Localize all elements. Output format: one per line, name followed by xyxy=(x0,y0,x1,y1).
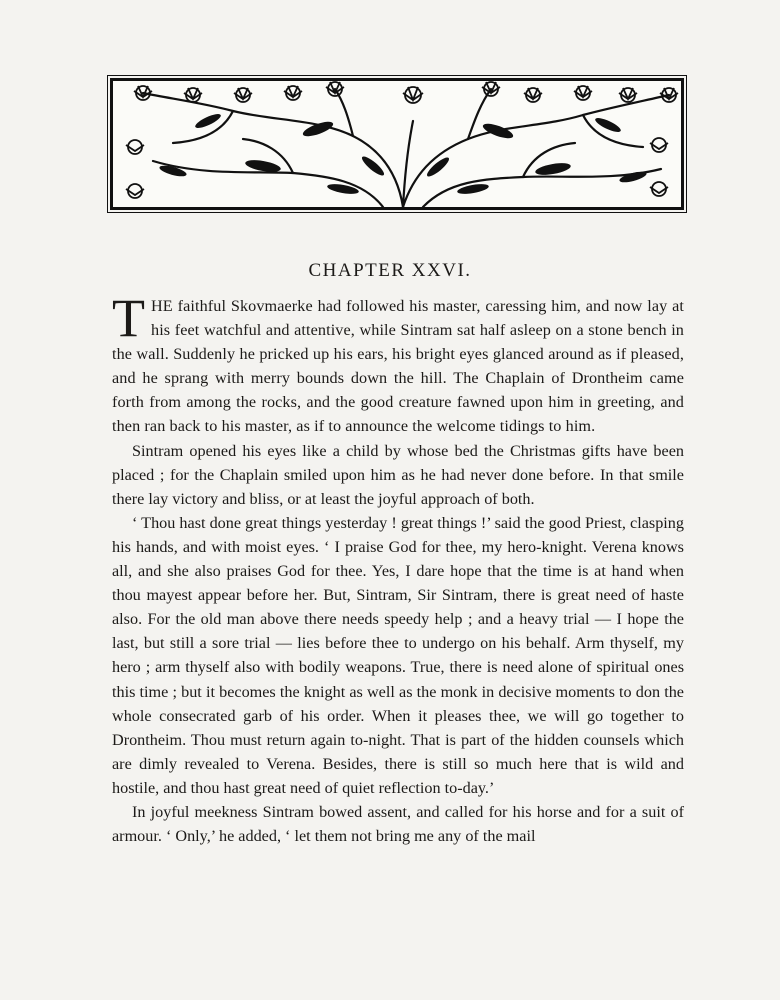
floral-ornament-icon xyxy=(113,81,681,207)
paragraph-text: HE faithful Skovmaerke had followed his master, caressing him, and now lay at his feet watchful and attentive, while Sintram sat half asleep on a stone bench in the wall. Suddenly he pricked up his ears, his bright eyes glanced around as if pleased, and he sprang with merry bounds down the hill. The Chaplain of Drontheim came forth from among the rocks, and the good creature fawned upon him in greeting, and then ran back to his master, as if to announce the welcome tidings to him. xyxy=(112,297,684,436)
paragraph-3: ‘ Thou hast done great things yesterday ! great things !’ said the good Priest, clasping his hands, and with moist eyes. ‘ I praise God for thee, my hero-knight. Verena knows all, and she also praises God for thee. Yes, I dare hope that the time is at hand when thou mayest appear before her. But, Sintram, Sir Sintram, there is great need of haste also. For the old man above there needs speedy help ; and a heavy trial — I hope the last, but still a sore trial — lies before thee to undergo on his behalf. Arm thyself, my hero ; arm thyself also with bodily weapons. True, there is need alone of spiritual ones this time ; but it becomes the knight as well as the monk in decisive moments to don the whole consecrated garb of his order. When it pleases thee, we will go together to Drontheim. Thou must return again to-night. That is part of the hidden counsels which are dimly revealed to Verena. Besides, there is still so much here that is wild and hostile, and thou hast great need of quiet reflection to-day.’ xyxy=(112,513,684,797)
paragraph-4: In joyful meekness Sintram bowed assent, and called for his horse and for a suit of armour. ‘ Only,’ he added, ‘ let them not bring me any of the mail xyxy=(112,802,684,846)
paragraph-2: Sintram opened his eyes like a child by whose bed the Christmas gifts have been placed ; for the Chaplain smiled upon him as he had never done before. In that smile there lay victory and bliss, or at least the joyful approach of both. xyxy=(112,441,684,508)
paragraph-1 xyxy=(112,288,684,439)
chapter-body xyxy=(112,288,684,848)
chapter-title: CHAPTER XXVI. xyxy=(308,260,472,281)
decorative-floral-banner xyxy=(110,78,684,210)
drop-cap: T xyxy=(112,288,145,348)
